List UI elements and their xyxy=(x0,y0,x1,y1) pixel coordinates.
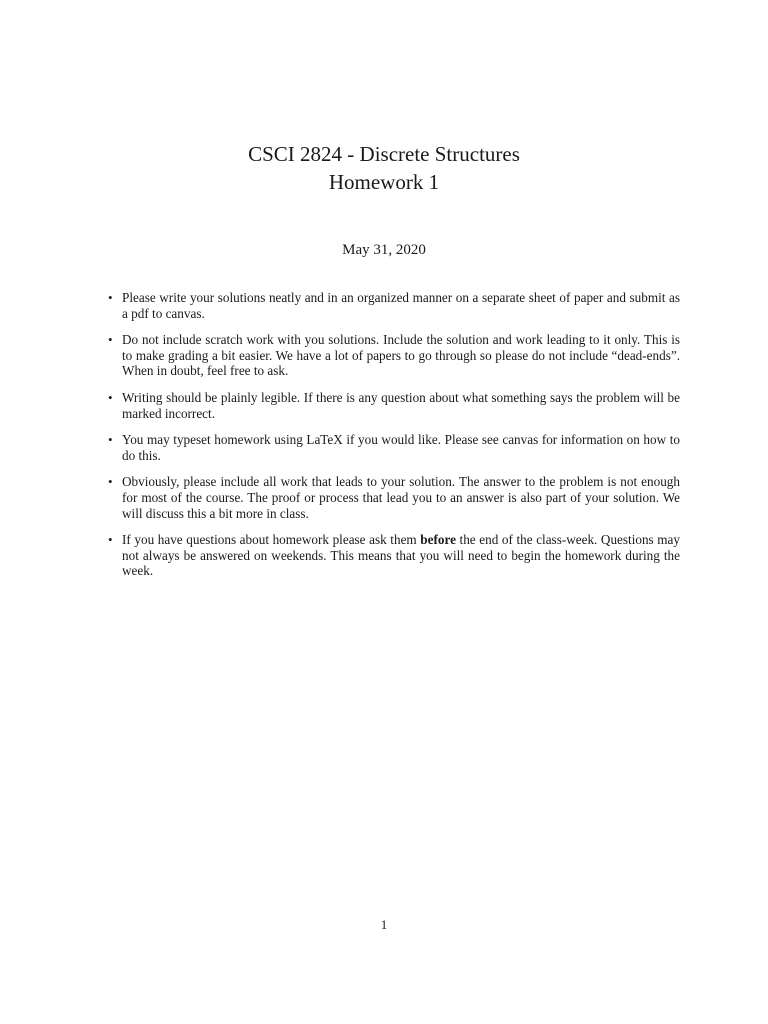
instruction-text: You may typeset homework using LaTeX if you would like. Please see canvas for information on how to do this. xyxy=(122,432,680,463)
bullet-icon: • xyxy=(108,389,113,405)
page-number: 1 xyxy=(380,917,388,932)
instructions-list xyxy=(106,290,680,590)
course-title: CSCI 2824 - Discrete Structures xyxy=(248,142,520,166)
instruction-item xyxy=(106,332,680,379)
instruction-item xyxy=(106,474,680,521)
bullet-icon: • xyxy=(108,332,113,348)
instruction-text-before: If you have questions about homework please ask them xyxy=(122,532,421,548)
instruction-text: Obviously, please include all work that leads to your solution. The answer to the problem is not enough for most of the course. The proof or process that lead you to an answer is also part of your solution. We will discuss this a bit more in class. xyxy=(122,474,680,521)
bullet-icon: • xyxy=(108,532,113,548)
instruction-text: Writing should be plainly legible. If there is any question about what something says the problem will be marked incorrect. xyxy=(122,389,680,421)
instruction-item xyxy=(106,290,680,321)
bullet-icon: • xyxy=(108,432,113,448)
document-date: May 31, 2020 xyxy=(342,242,426,258)
title-block xyxy=(0,140,768,196)
bullet-icon: • xyxy=(108,290,113,305)
instruction-text-bold: before xyxy=(420,532,456,548)
bullet-icon: • xyxy=(108,474,113,490)
instruction-item xyxy=(106,390,680,421)
instruction-item xyxy=(106,532,680,579)
homework-title: Homework 1 xyxy=(328,170,440,194)
instruction-text: Please write your solutions neatly and in an organized manner on a separate sheet of paper and submit as a pdf to canvas. xyxy=(122,290,680,321)
instruction-text-after: the end of the class-week. Questions may not always be answered on weekends. This means that you will need to begin the homework during the week. xyxy=(122,532,680,579)
instruction-item xyxy=(106,432,680,463)
instruction-text: Do not include scratch work with you solutions. Include the solution and work leading to it only. This is to make grading a bit easier. We have a lot of papers to go through so please do not include “dead-ends”. When in doubt, feel free to ask. xyxy=(122,332,680,379)
